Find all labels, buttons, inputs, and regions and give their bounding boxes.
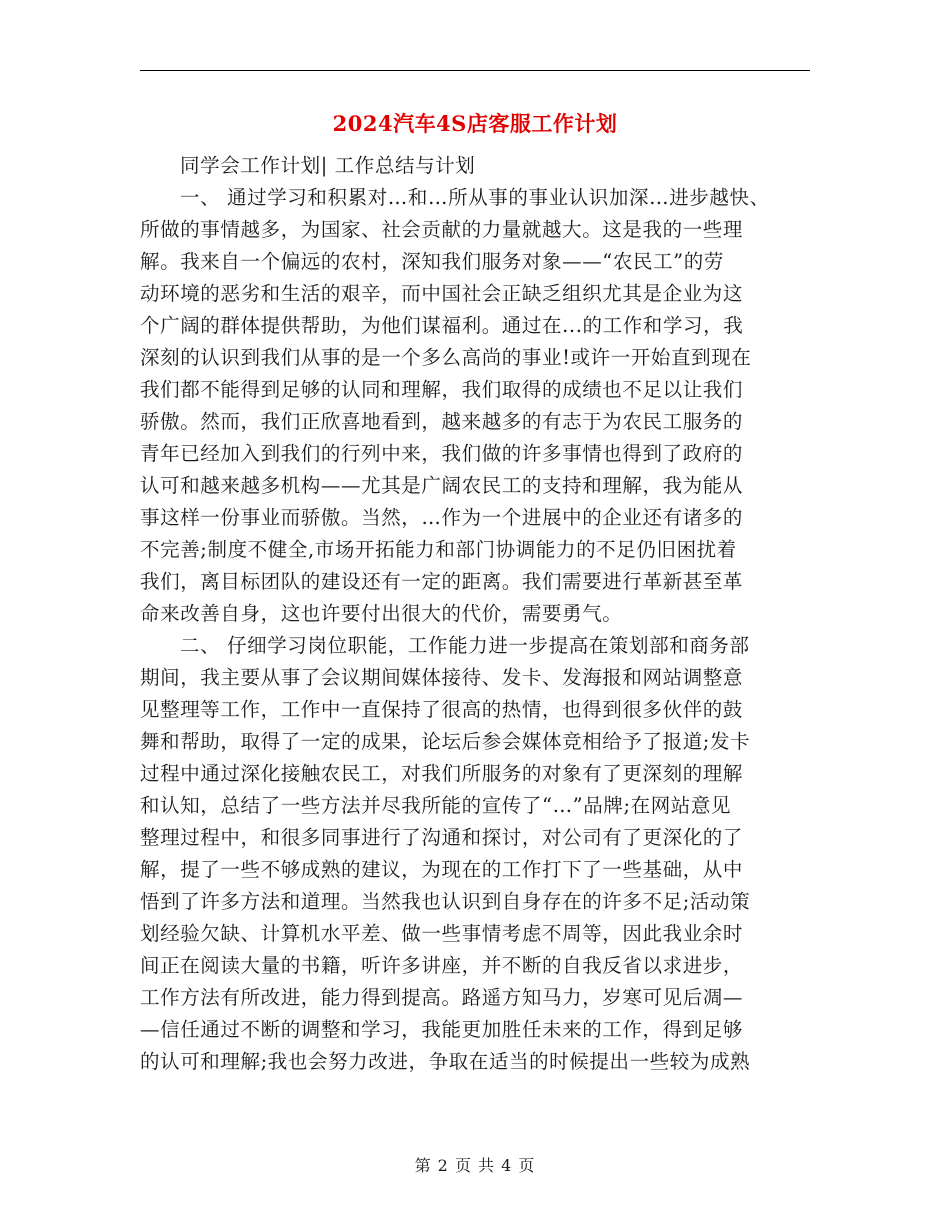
page-number: 第 2 页 共 4 页: [414, 1156, 536, 1175]
text-line: 和认知，总结了一些方法并尽我所能的宣传了“…”品牌;在网站意见: [140, 794, 732, 817]
text-line: 的认可和理解;我也会努力改进，争取在适当的时候提出一些较为成熟: [140, 1050, 751, 1073]
text-line: 所做的事情越多，为国家、社会贡献的力量就越大。这是我的一些理: [140, 218, 744, 241]
text-line: 事这样一份事业而骄傲。当然，…作为一个进展中的企业还有诸多的: [140, 506, 744, 529]
text-line: 划经验欠缺、计算机水平差、做一些事情考虑不周等，因此我业余时: [140, 922, 744, 945]
text-line: —信任通过不断的调整和学习，我能更加胜任未来的工作，得到足够: [140, 1018, 744, 1041]
document-body: [140, 150, 810, 1078]
text-line: 个广阔的群体提供帮助，为他们谋福利。通过在...的工作和学习，我: [140, 314, 744, 337]
text-line: 动环境的恶劣和生活的艰辛，而中国社会正缺乏组织尤其是企业为这: [140, 282, 744, 305]
text-line: 我们都不能得到足够的认同和理解，我们取得的成绩也不足以让我们: [140, 378, 744, 401]
text-line: 舞和帮助，取得了一定的成果，论坛后参会媒体竞相给予了报道;发卡: [140, 730, 751, 753]
text-line: 骄傲。然而，我们正欣喜地看到，越来越多的有志于为农民工服务的: [140, 410, 744, 433]
text-line: 不完善;制度不健全,市场开拓能力和部门协调能力的不足仍旧困扰着: [140, 538, 737, 561]
text-line: 过程中通过深化接触农民工，对我们所服务的对象有了更深刻的理解: [140, 762, 744, 785]
text-line: 青年已经加入到我们的行列中来，我们做的许多事情也得到了政府的: [140, 442, 744, 465]
text-line: 解。我来自一个偏远的农村，深知我们服务对象——“农民工”的劳: [140, 250, 724, 273]
text-line: 见整理等工作，工作中一直保持了很高的热情，也得到很多伙伴的鼓: [140, 698, 744, 721]
paragraph-1: [140, 182, 810, 630]
text-line: 间正在阅读大量的书籍，听许多讲座，并不断的自我反省以求进步，: [140, 954, 744, 977]
paragraph-2: [140, 630, 810, 1078]
text-line: 命来改善自身，这也许要付出很大的代价，需要勇气。: [140, 602, 623, 625]
text-line: 悟到了许多方法和道理。当然我也认识到自身存在的许多不足;活动策: [140, 890, 751, 913]
text-line: 整理过程中，和很多同事进行了沟通和探讨，对公司有了更深化的了: [140, 826, 744, 849]
text-line: 解，提了一些不够成熟的建议，为现在的工作打下了一些基础，从中: [140, 858, 744, 881]
subtitle-line: 同学会工作计划| 工作总结与计划: [180, 154, 476, 177]
text-line: 我们，离目标团队的建设还有一定的距离。我们需要进行革新甚至革: [140, 570, 744, 593]
text-line: 工作方法有所改进，能力得到提高。路遥方知马力，岁寒可见后凋—: [140, 986, 744, 1009]
text-line: 深刻的认识到我们从事的是一个多么高尚的事业!或许一开始直到现在: [140, 346, 752, 369]
text-line: 认可和越来越多机构——尤其是广阔农民工的支持和理解，我为能从: [140, 474, 744, 497]
document-title: 2024汽车4S店客服工作计划: [332, 111, 618, 136]
text-line: 期间，我主要从事了会议期间媒体接待、发卡、发海报和网站调整意: [140, 666, 744, 689]
text-line: 二、 仔细学习岗位职能，工作能力进一步提高在策划部和商务部: [180, 634, 750, 657]
text-line: 一、 通过学习和积累对…和…所从事的事业认识加深…进步越快、: [180, 186, 770, 209]
header-rule: [140, 70, 810, 71]
